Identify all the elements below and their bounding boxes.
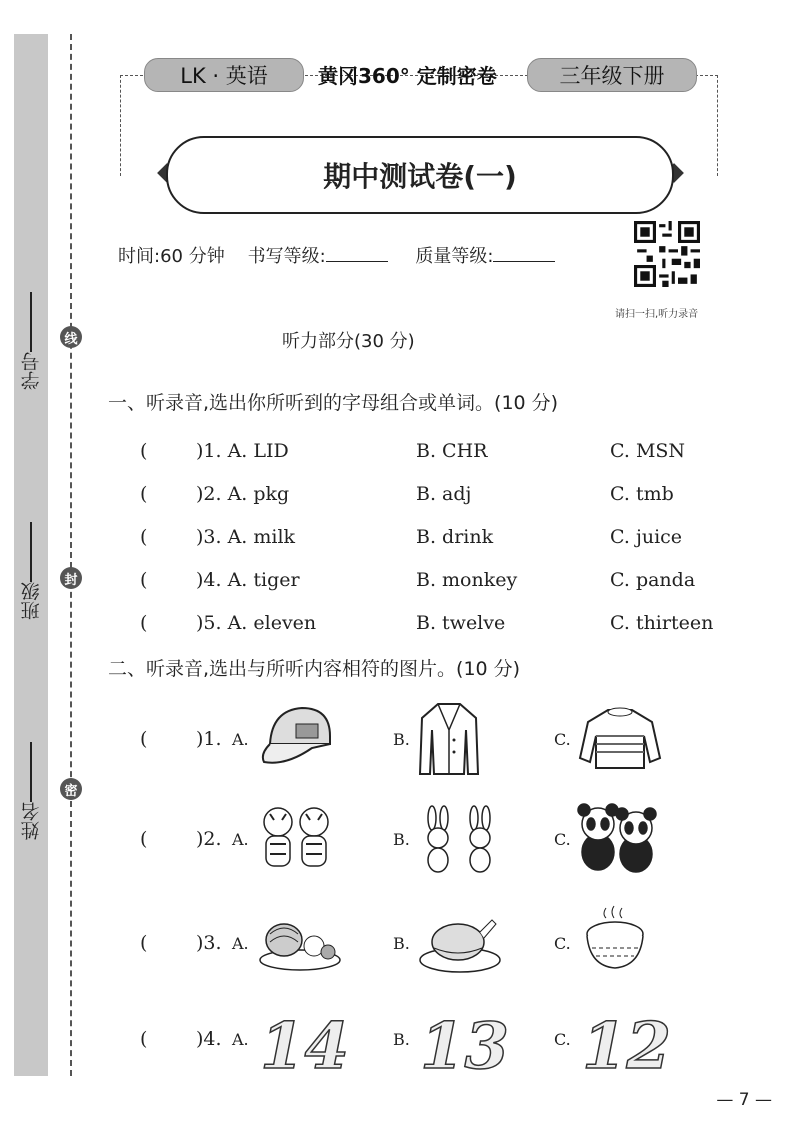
page-number: — 7 — (716, 1090, 772, 1110)
number-13-text: 13 (420, 1009, 510, 1084)
option-a-label: A. (232, 830, 249, 849)
sweater-icon[interactable] (578, 706, 662, 772)
number-12-text: 12 (582, 1009, 672, 1084)
fruit-platter-icon[interactable] (256, 912, 344, 974)
writing-grade-label: 书写等级: (247, 246, 326, 267)
option-c: C. tmb (610, 483, 674, 505)
question-row (140, 612, 720, 642)
class-label: 班级 (20, 582, 43, 620)
answer-blank[interactable]: ( (140, 526, 148, 548)
question-row (140, 483, 720, 513)
option-c: C. juice (610, 526, 683, 548)
exam-title: 期中测试卷(一) (166, 136, 674, 214)
option-a: )1. A. LID (196, 440, 289, 462)
option-a-label: A. (232, 934, 249, 953)
question-number: )4. (196, 1028, 222, 1050)
qr-code-icon[interactable] (634, 221, 700, 287)
answer-blank[interactable]: ( (140, 1028, 148, 1050)
picture-question-row (140, 1000, 720, 1084)
picture-question-row (140, 800, 720, 880)
exam-info (118, 242, 577, 268)
rabbits-icon[interactable] (416, 804, 502, 878)
name-label: 姓名 (20, 802, 43, 840)
option-a: )4. A. tiger (196, 569, 300, 591)
option-b: B. monkey (416, 569, 518, 591)
answer-blank[interactable]: ( (140, 612, 148, 634)
option-c-label: C. (554, 830, 571, 849)
answer-blank[interactable]: ( (140, 932, 148, 954)
option-a: )3. A. milk (196, 526, 296, 548)
option-c-label: C. (554, 1030, 571, 1049)
option-a-label: A. (232, 1030, 249, 1049)
cap-icon[interactable] (256, 700, 336, 770)
time-text: 时间:60 分钟 (118, 246, 225, 267)
coat-icon[interactable] (416, 700, 482, 778)
seal-mi: 密 (60, 778, 82, 800)
option-b: B. adj (416, 483, 472, 505)
qr-caption: 请扫一扫,听力录音 (615, 309, 699, 320)
option-b-label: B. (393, 1030, 410, 1049)
grade-pill: 三年级下册 (527, 58, 697, 92)
quality-grade-label: 质量等级: (415, 246, 494, 267)
option-a: )5. A. eleven (196, 612, 317, 634)
number-13-option[interactable] (416, 1002, 510, 1084)
option-b: B. CHR (416, 440, 488, 462)
number-14-option[interactable] (256, 1002, 350, 1084)
subject-pill: LK · 英语 (144, 58, 304, 92)
option-c-label: C. (554, 730, 571, 749)
option-c: C. panda (610, 569, 696, 591)
student-id-label: 学号 (20, 352, 43, 390)
question-number: )3. (196, 932, 222, 954)
student-id-field (15, 230, 47, 390)
option-b-label: B. (393, 730, 410, 749)
section2-title: 二、听录音,选出与所听内容相符的图片。(10 分) (108, 658, 521, 680)
answer-blank[interactable]: ( (140, 728, 148, 750)
question-number: )2. (196, 828, 222, 850)
writing-grade-blank[interactable] (326, 261, 388, 262)
brand-text: 黄冈360° 定制密卷 (318, 64, 497, 88)
option-b: B. drink (416, 526, 494, 548)
option-a: )2. A. pkg (196, 483, 290, 505)
option-c: C. thirteen (610, 612, 714, 634)
answer-blank[interactable]: ( (140, 569, 148, 591)
option-c-label: C. (554, 934, 571, 953)
name-field (15, 680, 47, 840)
number-12-option[interactable] (578, 1002, 672, 1084)
roast-chicken-icon[interactable] (418, 908, 502, 974)
seal-feng: 封 (60, 567, 82, 589)
pandas-icon[interactable] (576, 802, 660, 876)
binding-cut-line (70, 34, 72, 1076)
answer-blank[interactable]: ( (140, 483, 148, 505)
question-row (140, 526, 720, 556)
quality-grade-blank[interactable] (493, 261, 555, 262)
class-field (15, 460, 47, 620)
option-b-label: B. (393, 830, 410, 849)
picture-question-row (140, 904, 720, 984)
option-b-label: B. (393, 934, 410, 953)
tigers-icon[interactable] (256, 800, 342, 882)
answer-blank[interactable]: ( (140, 440, 148, 462)
question-row (140, 569, 720, 599)
number-14-text: 14 (260, 1009, 350, 1084)
option-c: C. MSN (610, 440, 686, 462)
section1-title: 一、听录音,选出你所听到的字母组合或单词。(10 分) (108, 392, 559, 414)
option-b: B. twelve (416, 612, 506, 634)
seal-xian: 线 (60, 326, 82, 348)
listening-heading: 听力部分(30 分) (282, 331, 415, 352)
rice-bowl-icon[interactable] (580, 904, 650, 976)
answer-blank[interactable]: ( (140, 828, 148, 850)
question-row (140, 440, 720, 470)
question-number: )1. (196, 728, 222, 750)
option-a-label: A. (232, 730, 249, 749)
picture-question-row (140, 700, 720, 780)
